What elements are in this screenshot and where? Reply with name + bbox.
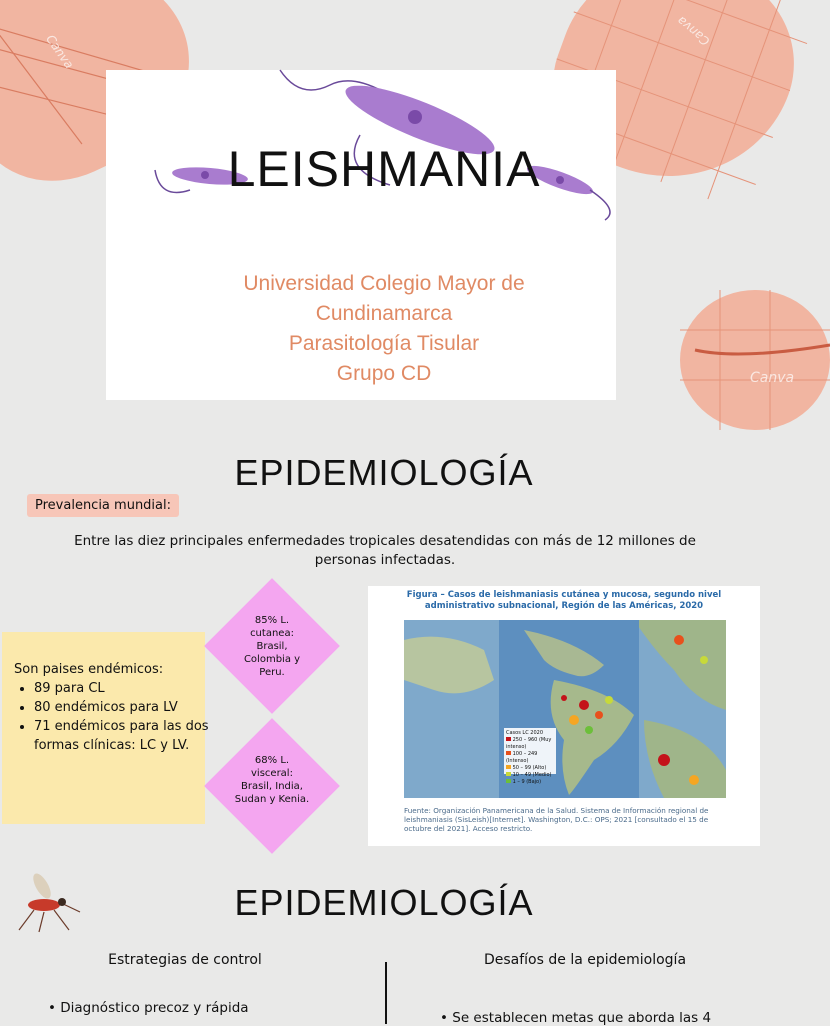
americas-map	[404, 620, 726, 798]
list-item: • Se establecen metas que aborda las 4	[440, 1010, 712, 1026]
legend-item: 1 – 9 (Bajo)	[506, 779, 556, 786]
heading-desafios: Desafíos de la epidemiología	[483, 952, 687, 968]
figure-title: Figura – Casos de leishmaniasis cutánea y mucosa, segundo nivel administrativo subnacional, Región de las Américas, 2020	[406, 590, 722, 611]
legend-title: Casos LC 2020	[506, 730, 544, 736]
map-graphic	[404, 620, 726, 798]
endemic-list	[14, 679, 219, 755]
figure-source: Fuente: Organización Panamericana de la Salud. Sistema de Información regional de leishmaniasis (SisLeish)[Internet]. Washington, D.C.: OPS; 2021 [consultado el 15 de octubre del 2021]. Acceso restricto.	[404, 806, 709, 833]
diamond-text: 68% L. visceral: Brasil, India, Sudan y Kenia.	[234, 755, 310, 805]
endemic-lead: Son paises endémicos:	[14, 662, 164, 677]
heading-estrategias: Estrategias de control	[108, 952, 262, 968]
list-item: • Diagnóstico precoz y rápida	[48, 1000, 249, 1016]
subtitle-line: Parasitología Tisular	[288, 332, 480, 355]
map-legend	[506, 730, 556, 786]
leaf-watermark: Canva	[750, 370, 795, 386]
subtitle-line: Universidad Colegio Mayor de	[243, 272, 525, 295]
legend-item: 10 – 49 (Medio)	[506, 772, 556, 779]
section-title-epidemiologia-2: EPIDEMIOLOGÍA	[234, 882, 534, 923]
leaf-watermark: Canva	[43, 32, 77, 72]
list-item: • 80 endémicos para LV	[34, 698, 219, 717]
column-divider	[385, 962, 387, 1024]
leaf-watermark: Canva	[674, 13, 713, 49]
legend-item: 250 – 960 (Muy intenso)	[506, 737, 552, 750]
stat-diamond-visceral	[204, 718, 340, 854]
prevalence-tag: Prevalencia mundial:	[27, 494, 179, 517]
page-title: LEISHMANIA	[227, 141, 541, 197]
intro-text: Entre las diez principales enfermedades tropicales desatendidas con más de 12 millones de personas infectadas.	[74, 533, 696, 568]
legend-item: 50 – 99 (Alto)	[506, 765, 556, 772]
list-item: • 71 endémicos para las dos formas clínicas: LC y LV.	[34, 717, 219, 755]
endemic-note	[2, 632, 209, 824]
subtitle-line: Cundinamarca	[315, 302, 453, 325]
stat-diamond-cutanea	[204, 578, 340, 714]
diamond-text: 85% L. cutanea: Brasil, Colombia y Peru.	[243, 615, 301, 678]
section-title-epidemiologia: EPIDEMIOLOGÍA	[234, 452, 534, 493]
legend-item: 100 – 249 (Intenso)	[506, 751, 538, 764]
list-item: • 89 para CL	[34, 679, 219, 698]
subtitle-line: Grupo CD	[336, 362, 432, 385]
map-figure	[368, 586, 760, 846]
